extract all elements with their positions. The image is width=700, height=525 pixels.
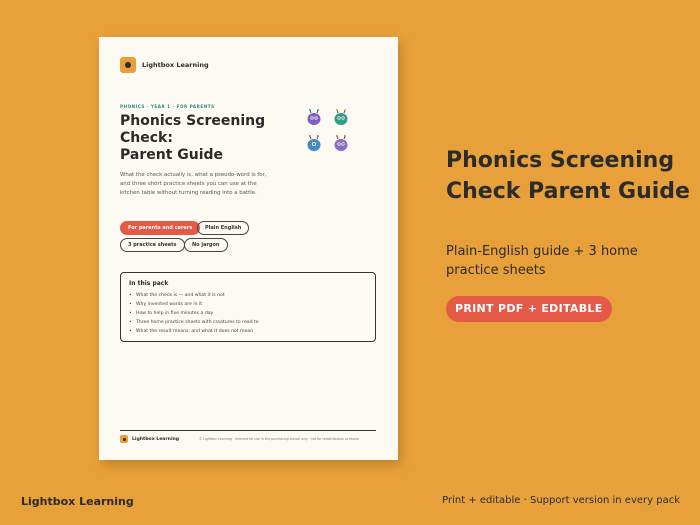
pack-title: In this pack bbox=[129, 280, 169, 287]
doc-title bbox=[120, 113, 280, 164]
creatures-illustration bbox=[305, 109, 355, 159]
doc-title-line: Phonics Screening bbox=[120, 113, 266, 129]
footer-tagline: Print + editable · Support version in every pack bbox=[442, 495, 680, 506]
list-item: • Three home practice sheets with creatures to read to bbox=[129, 318, 367, 327]
doc-intro: What the check actually is, what a pseudo-word is for, and three short practice sheets you can use at the kitchen table without turning reading into a battle. bbox=[120, 172, 267, 196]
product-title: Phonics Screening Check Parent Guide bbox=[446, 148, 690, 204]
doc-footer-copyright: © Lightbox Learning · licensed for use in the purchasing school only · not for redistribution or resale bbox=[199, 437, 359, 441]
list-item: • What the result means, and what it does not mean bbox=[129, 327, 367, 336]
product-subtitle: Plain-English guide + 3 home practice sheets bbox=[446, 244, 638, 278]
purple-creature-icon bbox=[305, 109, 323, 127]
lightbox-logo-icon bbox=[120, 435, 128, 443]
violet-creature-icon bbox=[332, 135, 350, 153]
tag-parents: For parents and carers bbox=[120, 221, 200, 235]
doc-footer-divider bbox=[120, 430, 376, 431]
lightbox-logo-icon bbox=[120, 57, 136, 73]
doc-brand-name: Lightbox Learning bbox=[142, 61, 209, 69]
doc-footer-brand bbox=[120, 435, 179, 443]
doc-title-line: Check: bbox=[120, 130, 173, 146]
pack-list bbox=[129, 291, 367, 336]
list-item: • Why invented words are in it bbox=[129, 300, 367, 309]
doc-brand bbox=[120, 57, 209, 73]
tag-practice-sheets: 3 practice sheets bbox=[120, 238, 185, 252]
pack-contents-box bbox=[120, 272, 376, 342]
tag-no-jargon: No jargon bbox=[184, 238, 228, 252]
format-badge: PRINT PDF + EDITABLE bbox=[446, 296, 612, 322]
doc-footer-brand-name: Lightbox Learning bbox=[132, 436, 180, 442]
document-preview bbox=[99, 37, 398, 460]
footer-brand: Lightbox Learning bbox=[21, 495, 134, 508]
list-item: • How to help in five minutes a day bbox=[129, 309, 367, 318]
list-item: • What the check is — and what it is not bbox=[129, 291, 367, 300]
green-creature-icon bbox=[332, 109, 350, 127]
tag-plain-english: Plain English bbox=[197, 221, 249, 235]
doc-title-line: Parent Guide bbox=[120, 147, 224, 163]
doc-kicker: PHONICS · YEAR 1 · FOR PARENTS bbox=[120, 104, 215, 109]
blue-creature-icon bbox=[305, 135, 323, 153]
